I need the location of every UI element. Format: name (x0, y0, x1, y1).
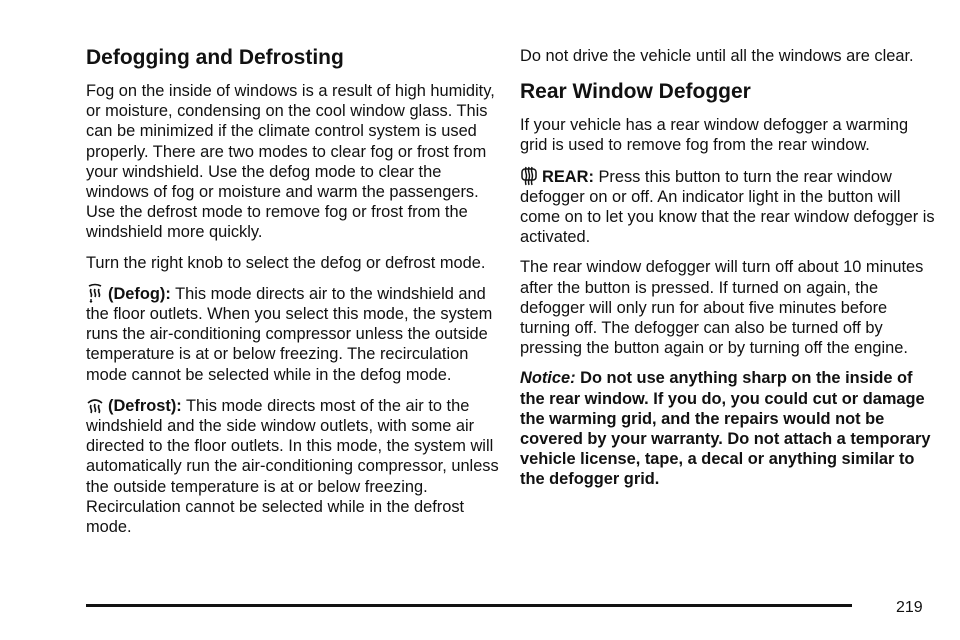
defrost-paragraph (86, 395, 504, 537)
drive-warning-paragraph: Do not drive the vehicle until all the windows are clear. (520, 47, 914, 65)
notice-paragraph (520, 368, 938, 489)
rear-label: REAR: (542, 167, 594, 186)
defog-paragraph (86, 283, 504, 385)
section-heading-rear-defogger: Rear Window Defogger (520, 80, 751, 104)
rear-defogger-icon (520, 166, 538, 186)
page-number: 219 (896, 599, 923, 616)
defrost-text: This mode directs most of the air to the windshield and the side window outlets, with some air directed to the floor outlets. In this mode, the system will automatically run the air-conditioning compressor, unless the outside temperature is at or below freezing. Recirculation cannot be selected while in the defrost mode. (86, 396, 499, 537)
turnoff-paragraph: The rear window defogger will turn off about 10 minutes after the button is pressed. If turned on again, the defogger will only run for about five minutes before turning off. The defogger can also be turned off by pressing the button again or by turning off the engine. (520, 258, 924, 358)
defrost-label: (Defrost): (108, 396, 182, 415)
defog-text: This mode directs air to the windshield and the floor outlets. When you select this mode, the system runs the air-conditioning compressor unless the outside temperature is at or below freezing. The recirculation mode cannot be selected while in the defog mode. (86, 284, 493, 384)
defog-icon (86, 283, 104, 303)
notice-text: Do not use anything sharp on the inside of the rear window. If you do, you could cut or damage the warming grid, and the repairs would not be covered by your warranty. Do not attach a temporary vehicle license, tape, a decal or anything similar to the defogger grid. (520, 369, 931, 489)
right-column (520, 0, 938, 490)
rear-text: Press this button to turn the rear window defogger on or off. An indicator light in the button will come on to let you know that the rear window defogger is activated. (520, 167, 935, 247)
rear-button-paragraph (520, 166, 938, 248)
intro-paragraph: Fog on the inside of windows is a result of high humidity, or moisture, condensing on the cool window glass. This can be minimized if the climate control system is used properly. There are two modes to clear fog or frost from your windshield. Use the defog mode to clear the windows of fog or moisture and warm the passengers. Use the defrost mode to remove fog or frost from the windshield more quickly. (86, 82, 495, 242)
left-column (86, 0, 504, 537)
notice-label: Notice: (520, 369, 576, 388)
defog-label: (Defog): (108, 284, 171, 303)
rear-intro-paragraph: If your vehicle has a rear window defogger a warming grid is used to remove fog from the rear window. (520, 116, 909, 155)
defrost-icon (86, 395, 104, 415)
section-heading-defogging: Defogging and Defrosting (86, 46, 344, 69)
footer-rule (86, 604, 852, 607)
knob-paragraph: Turn the right knob to select the defog or defrost mode. (86, 253, 486, 272)
